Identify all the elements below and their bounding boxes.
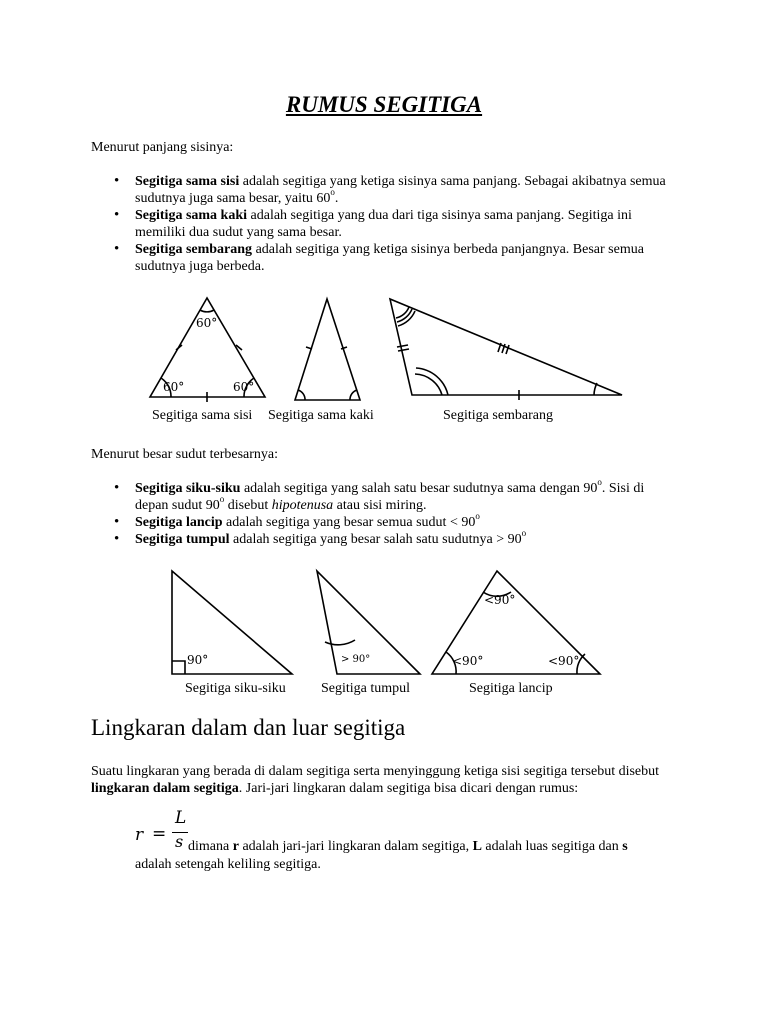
- formula-denominator: s: [175, 832, 184, 851]
- term: Segitiga sama kaki: [135, 208, 248, 223]
- term: Segitiga lancip: [135, 515, 223, 530]
- obtuse-angle-label: > 90°: [341, 654, 371, 665]
- term: Segitiga tumpul: [135, 532, 230, 547]
- formula-explanation: [188, 838, 628, 855]
- term: Segitiga sembarang: [135, 242, 253, 257]
- caption-scalene: Segitiga sembarang: [443, 408, 554, 423]
- term: Segitiga siku-siku: [135, 481, 241, 496]
- item-text: adalah segitiga yang besar salah satu sudutnya > 90: [229, 532, 522, 547]
- paragraph-text: Suatu lingkaran yang berada di dalam segitiga serta menyinggung ketiga sisi segitiga tersebut disebut: [91, 764, 660, 779]
- item-text: . Sisi di depan sudut 90: [135, 481, 645, 513]
- caption-acute: Segitiga lancip: [469, 681, 553, 696]
- incircle-term: lingkaran dalam segitiga: [91, 781, 239, 796]
- explain-text: adalah jari-jari lingkaran dalam segitiga,: [238, 839, 473, 854]
- acute-angle-label: <90°: [452, 654, 484, 668]
- degree-sup: o: [521, 528, 527, 539]
- acute-angle-label: <90°: [548, 654, 580, 668]
- hypotenuse-term: hipotenusa: [271, 498, 334, 513]
- explain-text: dimana: [188, 839, 233, 854]
- explain-bold: r: [232, 839, 239, 854]
- degree-sup: o: [219, 494, 225, 505]
- term: Segitiga sama sisi: [135, 174, 240, 189]
- item-text: adalah segitiga yang besar semua sudut < 90: [222, 515, 476, 530]
- angle-label: 60°: [196, 316, 218, 330]
- explain-text: adalah luas segitiga dan: [481, 839, 623, 854]
- caption-equilateral: Segitiga sama sisi: [152, 408, 253, 423]
- formula-lhs: r: [135, 825, 144, 845]
- degree-sup: o: [597, 477, 602, 488]
- item-text: adalah segitiga yang ketiga sisinya sama panjang. Sebagai akibatnya semua sudutnya juga sama besar, yaitu 60: [135, 174, 666, 206]
- degree-sup: o: [475, 511, 480, 522]
- formula-explanation-cont: adalah setengah keliling segitiga.: [135, 857, 321, 872]
- intro-by-angle: Menurut besar sudut terbesarnya:: [91, 447, 278, 462]
- incircle-paragraph: [91, 763, 671, 797]
- paragraph-text: . Jari-jari lingkaran dalam segitiga bisa dicari dengan rumus:: [238, 781, 579, 796]
- caption-obtuse: Segitiga tumpul: [321, 681, 411, 696]
- degree-sup: o: [330, 187, 335, 198]
- item-text: atau sisi miring.: [333, 498, 427, 513]
- acute-angle-label: <90°: [484, 593, 516, 607]
- item-text: disebut: [224, 498, 272, 513]
- page-title: RUMUS SEGITIGA: [285, 92, 483, 117]
- formula-equals: =: [152, 824, 167, 844]
- explain-bold: s: [622, 839, 628, 854]
- angle-label: 60°: [163, 380, 185, 394]
- item-text: adalah segitiga yang ketiga sisinya berbeda panjangnya. Besar semua sudutnya juga berbeda.: [135, 242, 644, 274]
- section-heading: Lingkaran dalam dan luar segitiga: [91, 715, 406, 740]
- right-angle-label: 90°: [187, 653, 209, 667]
- explain-bold: L: [472, 839, 482, 854]
- angle-label: 60°: [233, 380, 255, 394]
- caption-isosceles: Segitiga sama kaki: [268, 408, 374, 423]
- intro-by-sides: Menurut panjang sisinya:: [91, 140, 234, 155]
- item-text: adalah segitiga yang dua dari tiga sisinya sama panjang. Segitiga ini memiliki dua sudut yang sama besar.: [135, 208, 632, 240]
- item-text: adalah segitiga yang salah satu besar sudutnya sama dengan 90: [240, 481, 598, 496]
- caption-right: Segitiga siku-siku: [185, 681, 286, 696]
- formula-numerator: L: [175, 808, 187, 828]
- item-tail: .: [334, 191, 339, 206]
